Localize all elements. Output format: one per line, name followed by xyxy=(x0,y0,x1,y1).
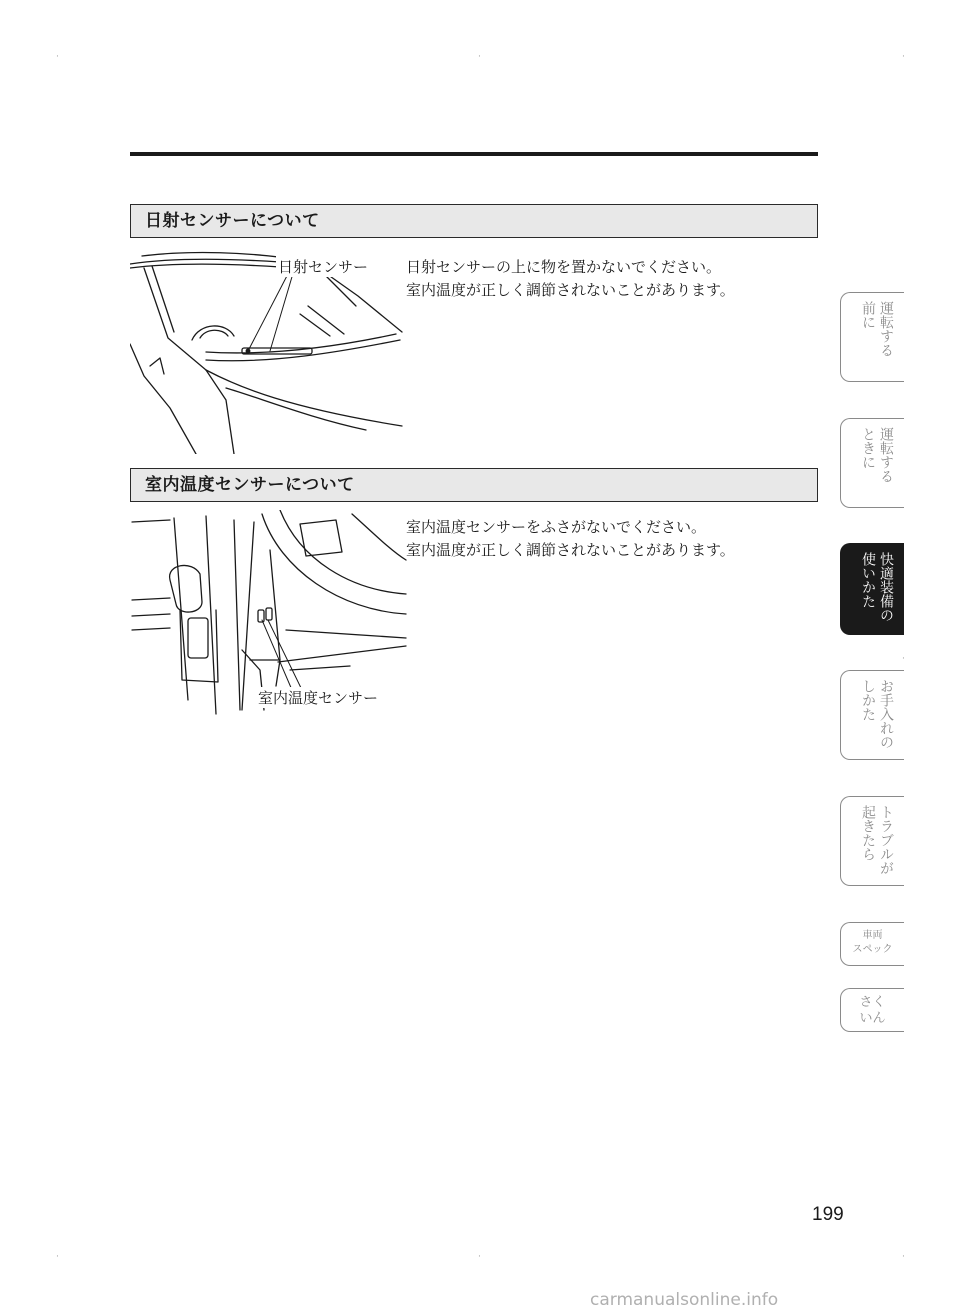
tab-label-col: 前に xyxy=(860,301,876,329)
cabin-temp-sensor-text xyxy=(406,516,735,562)
tab-label-col: しかた xyxy=(860,679,876,721)
text-line: 日射センサーの上に物を置かないでください。 xyxy=(406,258,722,276)
page-number: 199 xyxy=(812,1204,844,1225)
tab-label-col: 運転する xyxy=(878,427,894,483)
text-line: 室内温度センサーをふさがないでください。 xyxy=(406,518,707,536)
tab-label-col: 使いかた xyxy=(860,552,876,608)
tab-label-col: 運転する xyxy=(878,301,894,357)
cabin-temp-sensor-label: 室内温度センサー xyxy=(258,689,379,707)
tab-label-col: 快適装備の xyxy=(878,552,894,622)
tab-label-col: トラブルが xyxy=(878,805,894,875)
tab-before-driving[interactable] xyxy=(840,292,904,382)
crop-mark: · xyxy=(478,1252,481,1262)
tab-label-col: お手入れの xyxy=(878,679,894,749)
tab-label-col: 起きたら xyxy=(860,805,876,861)
section-heading-cabin-temp-sensor: 室内温度センサーについて xyxy=(130,468,818,502)
solar-sensor-text xyxy=(406,256,735,302)
tab-label-line: いん xyxy=(859,1011,886,1026)
tab-comfort-equipment[interactable] xyxy=(840,543,904,635)
crop-mark: · xyxy=(902,52,905,62)
section-heading-solar-sensor: 日射センサーについて xyxy=(130,204,818,238)
solar-sensor-label: 日射センサー xyxy=(278,258,369,276)
crop-mark: · xyxy=(478,52,481,62)
tab-label-line: さく xyxy=(859,995,886,1010)
tab-label-col: ときに xyxy=(860,427,876,469)
tab-label-line: 車両 xyxy=(862,930,883,941)
watermark: carmanualsonline.info xyxy=(590,1290,779,1310)
solar-sensor-illustration xyxy=(130,248,406,454)
tab-label-line: スペック xyxy=(852,944,893,955)
tab-maintenance[interactable] xyxy=(840,670,904,760)
crop-mark: · xyxy=(902,654,905,664)
tab-index[interactable] xyxy=(840,988,904,1032)
crop-mark: · xyxy=(56,1252,59,1262)
header-rule xyxy=(130,152,818,156)
text-line: 室内温度が正しく調節されないことがあります。 xyxy=(406,281,735,299)
tab-vehicle-specs[interactable] xyxy=(840,922,904,966)
tab-while-driving[interactable] xyxy=(840,418,904,508)
text-line: 室内温度が正しく調節されないことがあります。 xyxy=(406,541,735,559)
crop-mark: · xyxy=(56,52,59,62)
tab-troubleshooting[interactable] xyxy=(840,796,904,886)
crop-mark: · xyxy=(902,1252,905,1262)
